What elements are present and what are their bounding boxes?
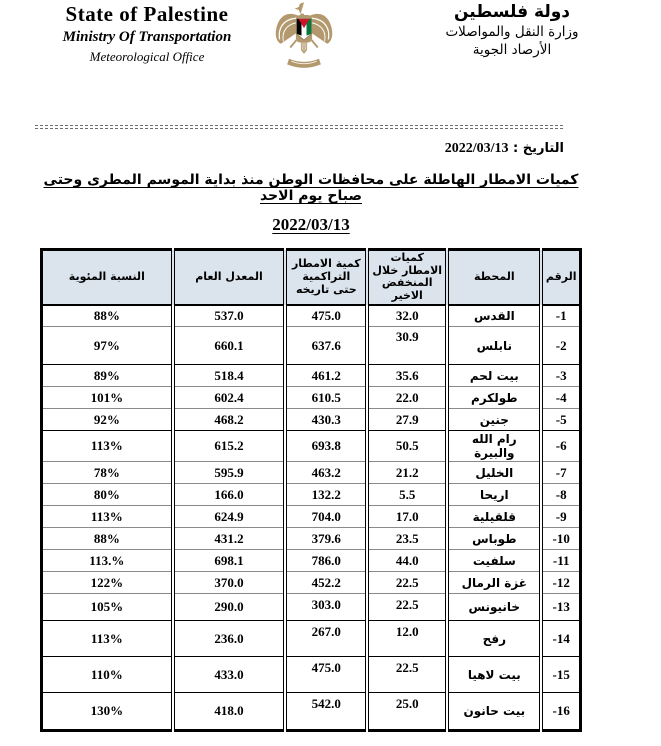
cell-percent: 113% — [42, 431, 173, 462]
table-row — [42, 484, 581, 506]
cell-percent: 92% — [42, 409, 173, 431]
cell-cumulative: 704.0 — [285, 506, 367, 528]
cell-average: 624.9 — [173, 506, 286, 528]
cell-percent: 97% — [42, 327, 173, 365]
palestine-emblem-icon — [263, 0, 345, 68]
cell-station: اريحا — [447, 484, 541, 506]
report-title: كميات الامطار الهاطلة على محافظات الوطن منذ بداية الموسم المطرى وحتى صباح يوم الاحد — [43, 172, 579, 204]
cell-row-number: -10 — [541, 528, 580, 550]
office-title-en: Meteorological Office — [89, 49, 205, 64]
cell-average: 615.2 — [173, 431, 286, 462]
cell-station: طوباس — [447, 528, 541, 550]
cell-station: بيت حانون — [447, 693, 541, 731]
letterhead — [0, 0, 661, 72]
table-row — [42, 621, 581, 657]
ministry-title-en: Ministry Of Transportation — [62, 29, 232, 45]
cell-percent: 80% — [42, 484, 173, 506]
cell-average: 290.0 — [173, 594, 286, 621]
cell-percent: 88% — [42, 528, 173, 550]
cell-average: 518.4 — [173, 365, 286, 387]
cell-percent: 105% — [42, 594, 173, 621]
table-header-row — [42, 250, 581, 305]
cell-percent: 130% — [90, 703, 124, 719]
rainfall-table-body — [42, 305, 581, 731]
cell-last-low: 21.2 — [367, 462, 447, 484]
cell-last-low: 22.5 — [367, 572, 447, 594]
cell-average: 468.2 — [173, 409, 286, 431]
cell-station: الخليل — [447, 462, 541, 484]
cell-cumulative: 786.0 — [285, 550, 367, 572]
cell-row-number: -4 — [541, 387, 580, 409]
cell-cumulative: 452.2 — [285, 572, 367, 594]
cell-cumulative: 542.0 — [285, 693, 367, 731]
cell-station: القدس — [447, 305, 541, 327]
table-row — [42, 594, 581, 621]
table-row — [42, 572, 581, 594]
ministry-title-ar: وزارة النقل والمواصلات — [445, 24, 579, 40]
table-row — [42, 550, 581, 572]
cell-average: 537.0 — [173, 305, 286, 327]
cell-cumulative: 475.0 — [285, 305, 367, 327]
cell-percent: 89% — [42, 365, 173, 387]
cell-last-low: 32.0 — [367, 305, 447, 327]
col-header-station: المحطة — [447, 250, 541, 305]
cell-average: 166.0 — [173, 484, 286, 506]
date-label: التاريخ : — [513, 141, 564, 156]
cell-cumulative: 379.6 — [285, 528, 367, 550]
cell-percent: 122% — [42, 572, 173, 594]
rainfall-table — [40, 248, 582, 732]
cell-row-number: -11 — [541, 550, 580, 572]
cell-row-number: -12 — [541, 572, 580, 594]
cell-average: 660.1 — [173, 327, 286, 365]
cell-last-low: 50.5 — [367, 431, 447, 462]
table-row — [42, 305, 581, 327]
cell-row-number: -15 — [541, 657, 580, 693]
cell-row-number: -13 — [541, 594, 580, 621]
cell-cumulative: 267.0 — [285, 621, 367, 657]
cell-percent: 101% — [42, 387, 173, 409]
cell-average: 595.9 — [173, 462, 286, 484]
cell-row-number: -16 — [541, 693, 580, 731]
table-row — [42, 528, 581, 550]
cell-row-number: -1 — [541, 305, 580, 327]
cell-average: 370.0 — [173, 572, 286, 594]
table-row — [42, 365, 581, 387]
date-line — [40, 141, 582, 157]
cell-average: 236.0 — [173, 621, 286, 657]
cell-row-number: -6 — [541, 431, 580, 462]
cell-last-low: 22.5 — [367, 594, 447, 621]
cell-row-number: -8 — [541, 484, 580, 506]
table-row — [42, 431, 581, 462]
cell-cumulative: 430.3 — [285, 409, 367, 431]
cell-cumulative: 303.0 — [285, 594, 367, 621]
office-title-ar: الأرصاد الجوية — [472, 42, 552, 58]
cell-last-low: 30.9 — [367, 327, 447, 365]
cell-cumulative: 461.2 — [285, 365, 367, 387]
table-row — [42, 387, 581, 409]
header-english — [52, 2, 242, 65]
cell-station: سلفيت — [447, 550, 541, 572]
cell-row-number: -7 — [541, 462, 580, 484]
cell-last-low: 5.5 — [367, 484, 447, 506]
cell-station: بيت لاهيا — [447, 657, 541, 693]
cell-cumulative: 463.2 — [285, 462, 367, 484]
cell-last-low: 23.5 — [367, 528, 447, 550]
cell-average: 431.2 — [173, 528, 286, 550]
cell-percent: 113% — [42, 506, 173, 528]
cell-station: جنين — [447, 409, 541, 431]
cell-last-low: 22.5 — [367, 657, 447, 693]
cell-row-number: -9 — [541, 506, 580, 528]
cell-percent: 113% — [42, 621, 173, 657]
dashed-separator — [35, 125, 563, 129]
cell-row-number: -3 — [541, 365, 580, 387]
date-value: 2022/03/13 — [444, 141, 509, 156]
col-header-cumulative: كمية الامطار التراكمية حتى تاريخه — [285, 250, 367, 305]
document-content — [40, 125, 582, 732]
cell-last-low: 17.0 — [367, 506, 447, 528]
cell-station: نابلس — [447, 327, 541, 365]
cell-average: 698.1 — [173, 550, 286, 572]
cell-percent: 88% — [42, 305, 173, 327]
cell-cumulative: 610.5 — [285, 387, 367, 409]
cell-station: بيت لحم — [447, 365, 541, 387]
cell-station: خانيونس — [447, 594, 541, 621]
report-title-date: 2022/03/13 — [272, 215, 350, 234]
col-header-last-low: كميات الامطار خلال المنخفض الاخير — [367, 250, 447, 305]
cell-average: 602.4 — [173, 387, 286, 409]
cell-station: رفح — [447, 621, 541, 657]
cell-average: 433.0 — [173, 657, 286, 693]
cell-row-number: -14 — [541, 621, 580, 657]
cell-percent: 110% — [42, 657, 173, 693]
cell-row-number: -2 — [541, 327, 580, 365]
table-row — [42, 506, 581, 528]
col-header-percent: النسبة المئوية — [42, 250, 173, 305]
table-row — [42, 693, 581, 731]
table-row — [42, 327, 581, 365]
table-row — [42, 657, 581, 693]
cell-cumulative: 637.6 — [285, 327, 367, 365]
cell-row-number: -5 — [541, 409, 580, 431]
cell-cumulative: 693.8 — [285, 431, 367, 462]
cell-average: 418.0 — [173, 693, 286, 731]
state-title-ar: دولة فلسطين — [453, 2, 571, 22]
cell-station: غزة الرمال — [447, 572, 541, 594]
cell-percent: 78% — [42, 462, 173, 484]
cell-last-low: 22.0 — [367, 387, 447, 409]
cell-station: رام الله والبيرة — [447, 431, 541, 462]
cell-last-low: 35.6 — [367, 365, 447, 387]
cell-last-low: 44.0 — [367, 550, 447, 572]
col-header-number: الرقم — [541, 250, 580, 305]
state-title-en: State of Palestine — [65, 2, 229, 26]
header-arabic — [407, 2, 617, 58]
table-row — [42, 462, 581, 484]
cell-percent: 113.% — [42, 550, 173, 572]
cell-station: قلقيلية — [447, 506, 541, 528]
table-row — [42, 409, 581, 431]
cell-last-low: 12.0 — [367, 621, 447, 657]
rainfall-table-header — [42, 250, 581, 305]
cell-cumulative: 132.2 — [285, 484, 367, 506]
cell-last-low: 25.0 — [367, 693, 447, 731]
col-header-average: المعدل العام — [173, 250, 286, 305]
cell-cumulative: 475.0 — [285, 657, 367, 693]
cell-last-low: 27.9 — [367, 409, 447, 431]
cell-station: طولكرم — [447, 387, 541, 409]
